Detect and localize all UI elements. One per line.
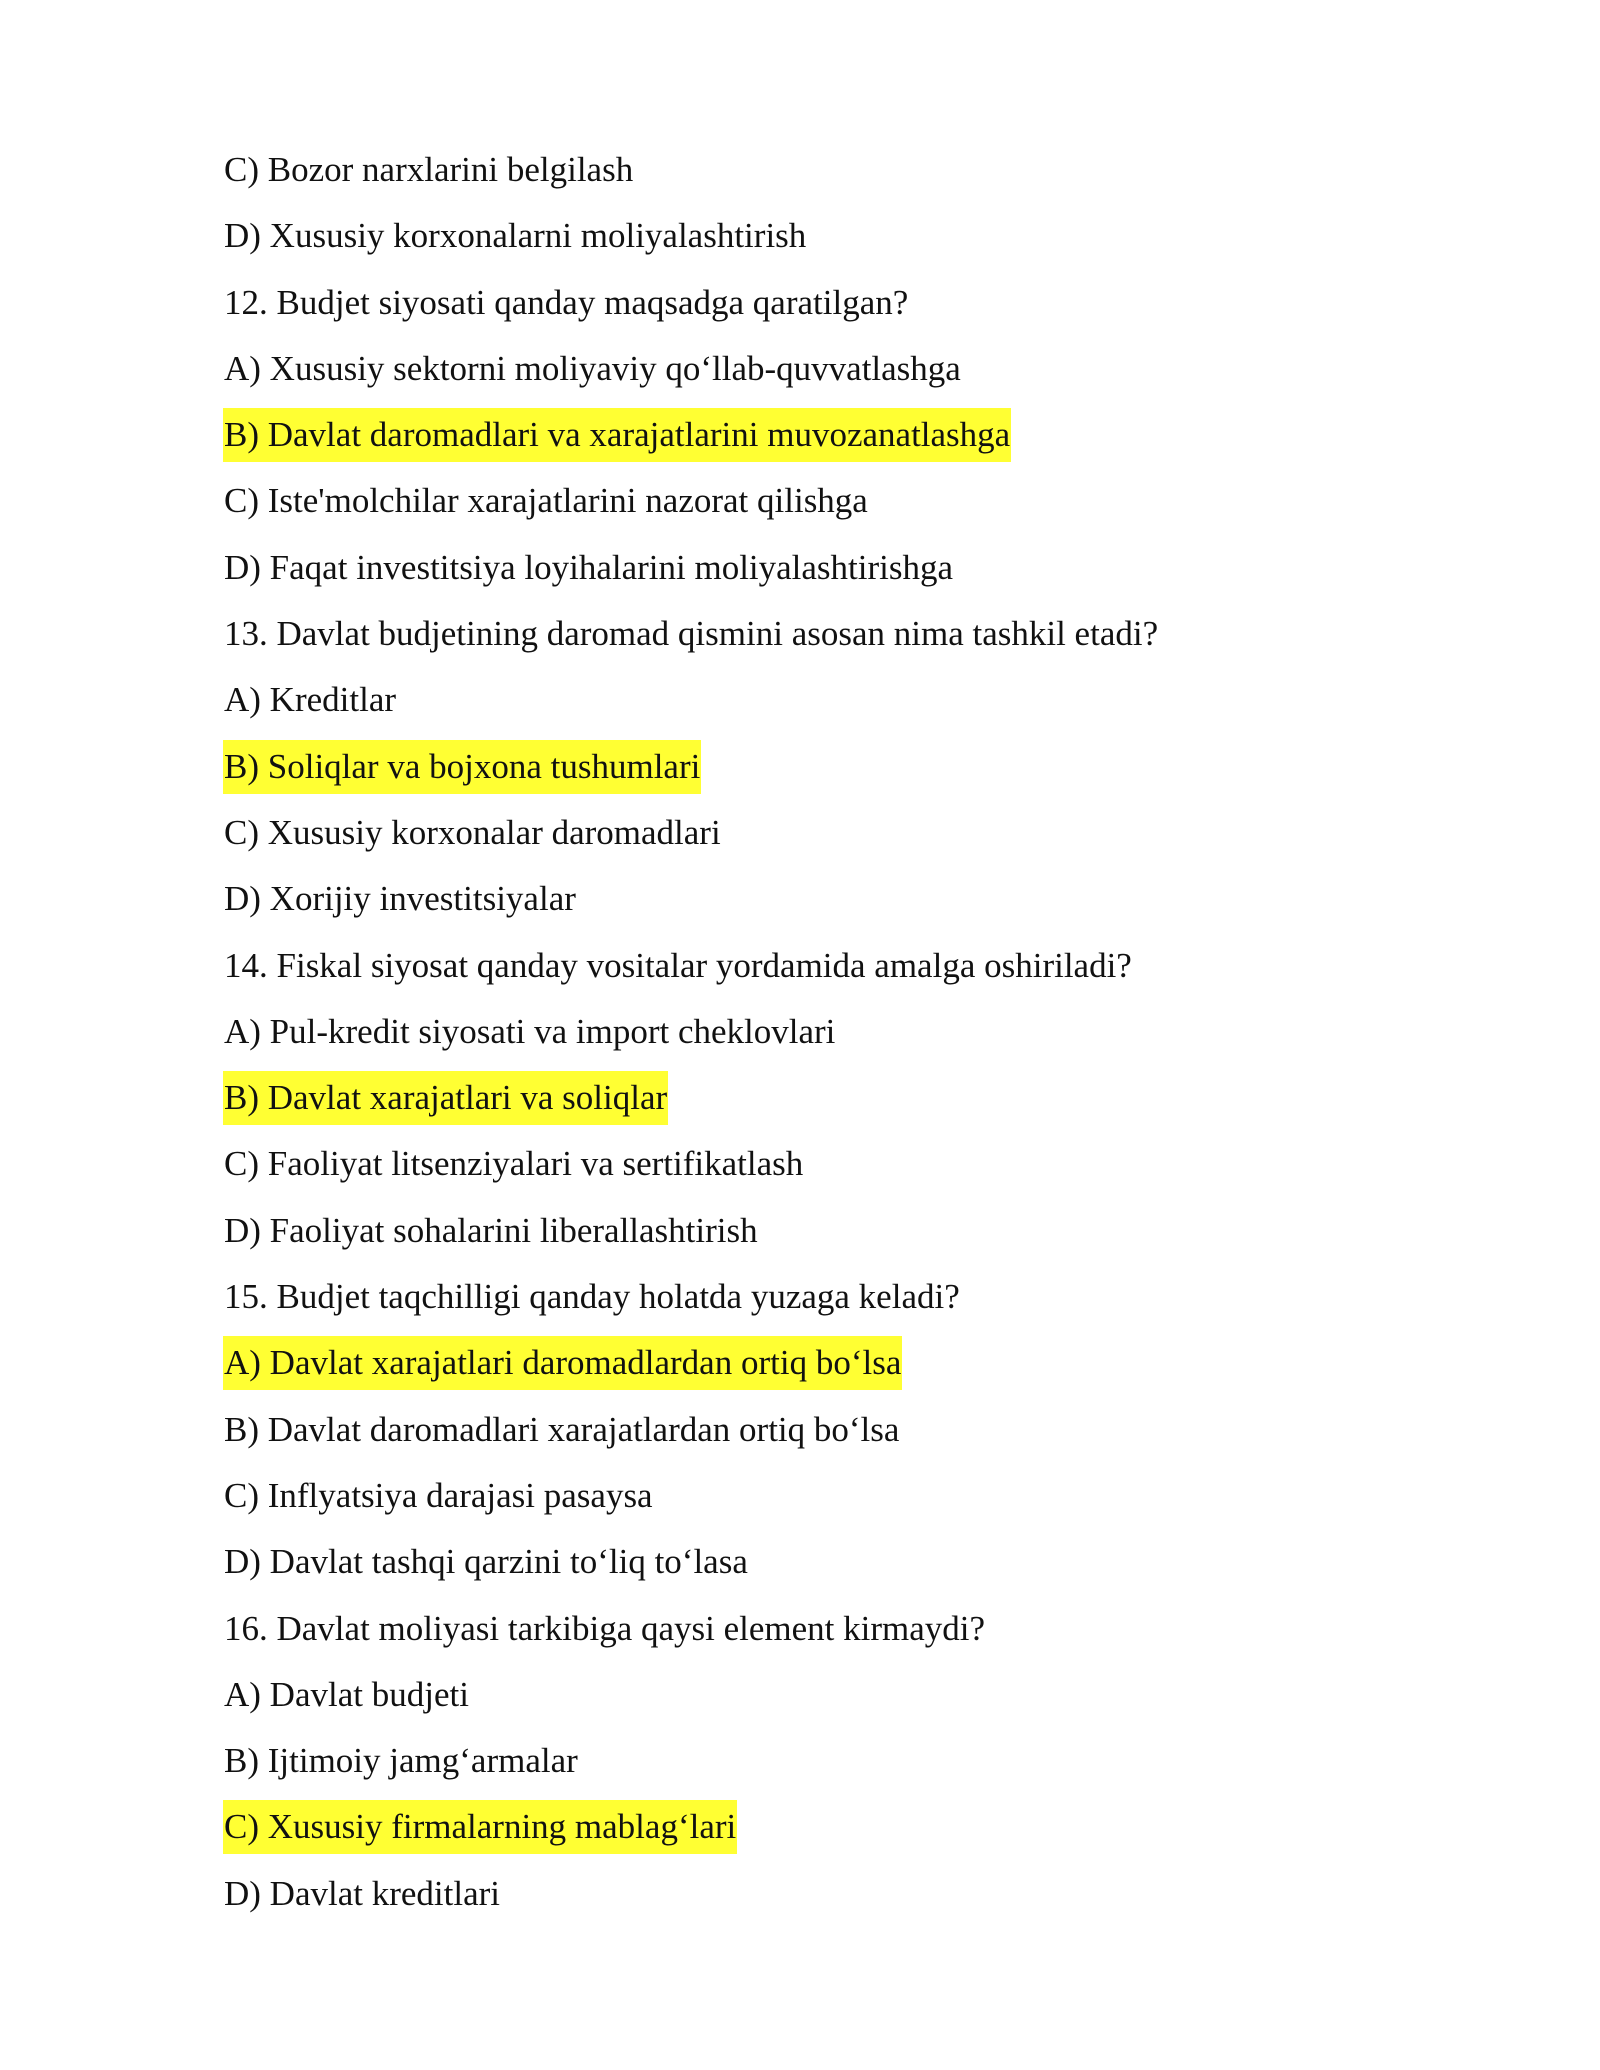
answer-option: D) Davlat kreditlari	[224, 1873, 501, 1913]
question-15: 15. Budjet taqchilligi qanday holatda yuzaga keladi?	[224, 1277, 960, 1317]
answer-option: D) Xorijiy investitsiyalar	[224, 879, 576, 919]
question-14: 14. Fiskal siyosat qanday vositalar yordamida amalga oshiriladi?	[224, 945, 1132, 985]
answer-option: A) Kreditlar	[224, 680, 397, 720]
answer-option-highlighted: C) Xususiy firmalarning mablag‘lari	[223, 1800, 1159, 1866]
answer-option-highlighted: A) Davlat xarajatlari daromadlardan ortiq bo‘lsa	[223, 1336, 1159, 1402]
answer-option: A) Pul-kredit siyosati va import cheklovlari	[224, 1011, 836, 1051]
answer-option-highlighted: B) Soliqlar va bojxona tushumlari	[223, 740, 1159, 806]
answer-option: C) Iste'molchilar xarajatlarini nazorat qilishga	[224, 481, 868, 521]
question-16: 16. Davlat moliyasi tarkibiga qaysi element kirmaydi?	[224, 1608, 986, 1648]
answer-option-highlighted: B) Davlat xarajatlari va soliqlar	[223, 1071, 1159, 1137]
answer-option: D) Faoliyat sohalarini liberallashtirish	[224, 1210, 758, 1250]
answer-option: C) Inflyatsiya darajasi pasaysa	[224, 1475, 653, 1515]
answer-option: D) Faqat investitsiya loyihalarini moliyalashtirishga	[224, 547, 954, 587]
answer-option: D) Davlat tashqi qarzini to‘liq to‘lasa	[224, 1542, 748, 1582]
question-12: 12. Budjet siyosati qanday maqsadga qaratilgan?	[224, 282, 909, 322]
answer-option: B) Davlat daromadlari xarajatlardan ortiq bo‘lsa	[224, 1409, 900, 1449]
answer-option: C) Xususiy korxonalar daromadlari	[224, 812, 721, 852]
answer-option: D) Xususiy korxonalarni moliyalashtirish	[224, 216, 807, 256]
answer-option: A) Xususiy sektorni moliyaviy qo‘llab-quvvatlashga	[224, 348, 961, 388]
document-body	[223, 143, 1159, 1933]
answer-option-highlighted: B) Davlat daromadlari va xarajatlarini muvozanatlashga	[223, 408, 1159, 474]
answer-option: A) Davlat budjeti	[224, 1674, 469, 1714]
answer-option: B) Ijtimoiy jamg‘armalar	[224, 1741, 578, 1781]
answer-option: C) Faoliyat litsenziyalari va sertifikatlash	[224, 1144, 804, 1184]
question-13: 13. Davlat budjetining daromad qismini asosan nima tashkil etadi?	[224, 614, 1159, 654]
answer-option: C) Bozor narxlarini belgilash	[224, 150, 634, 189]
